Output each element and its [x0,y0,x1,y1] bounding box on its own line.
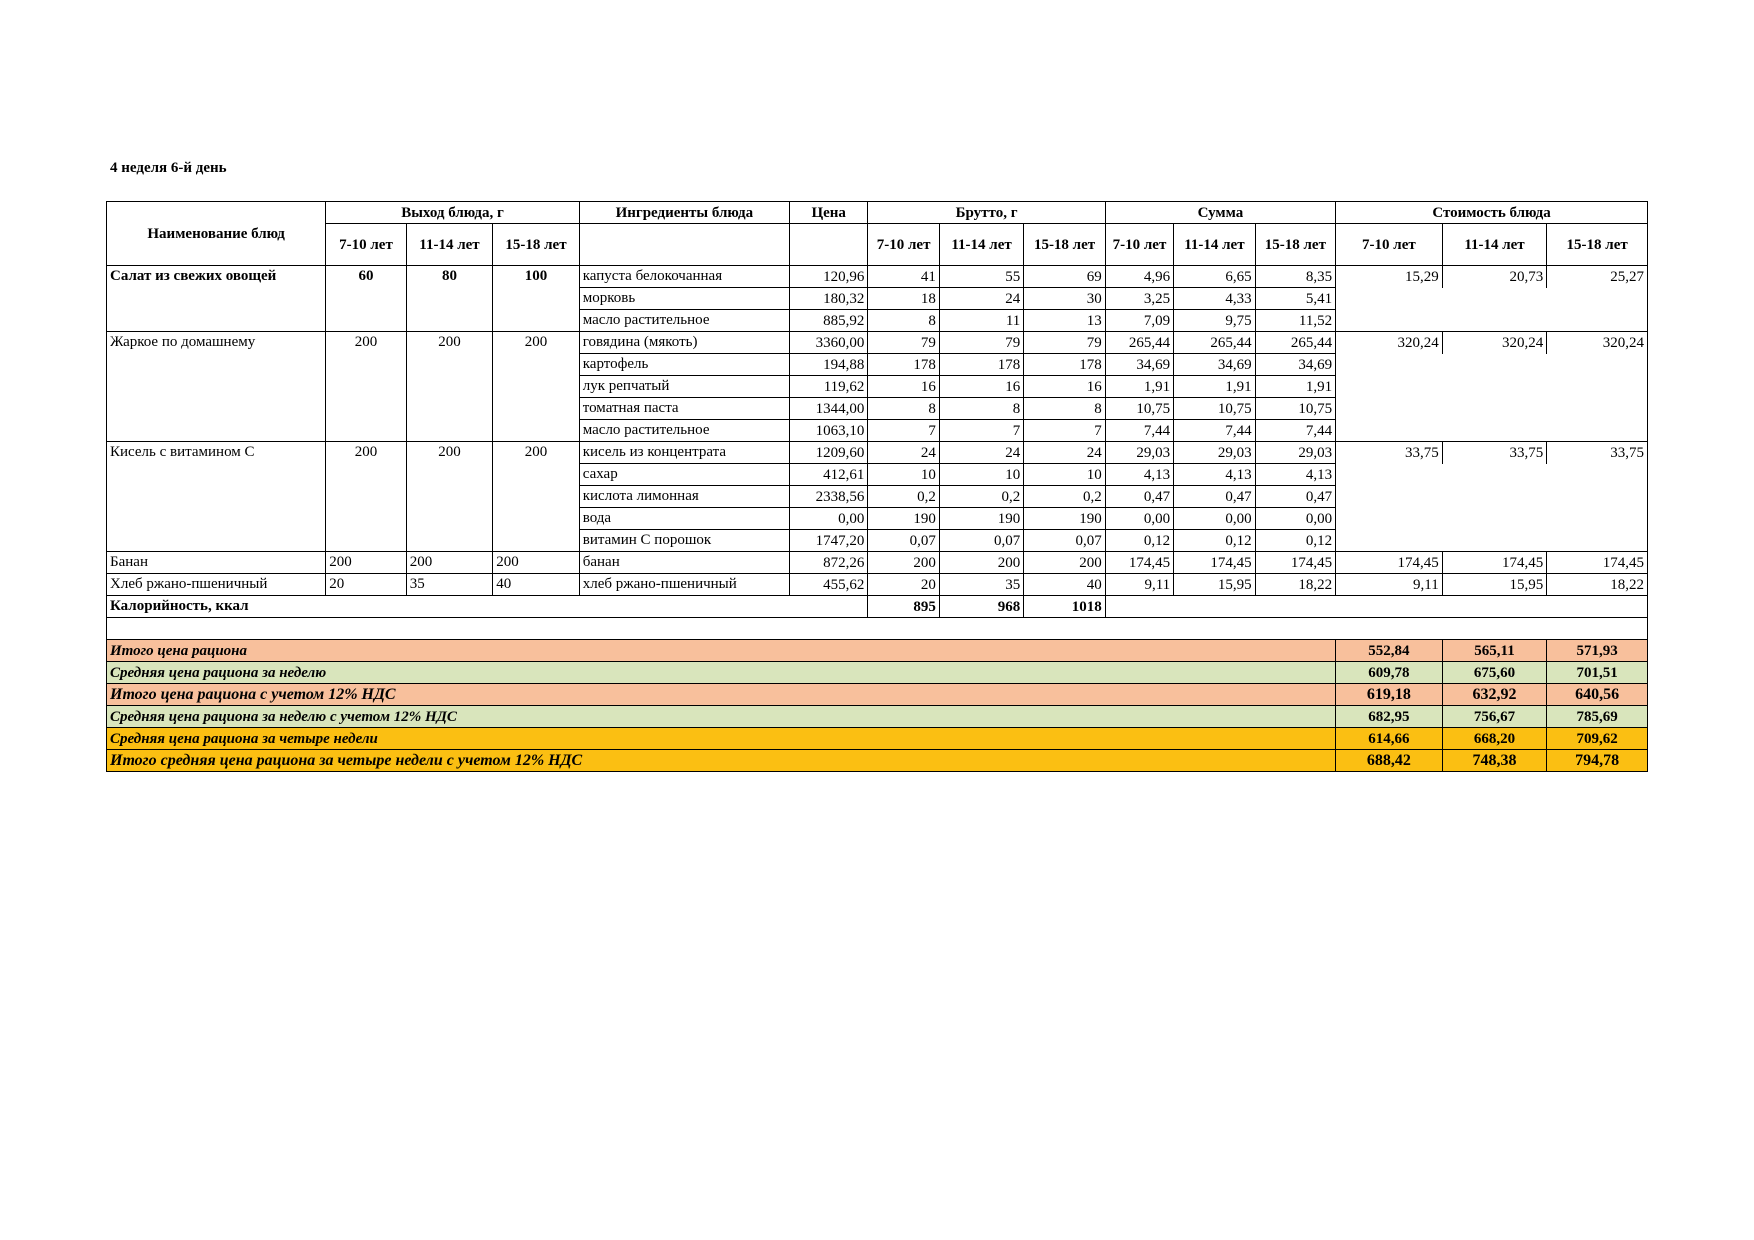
dish-name: Банан [107,552,326,574]
header-price: Цена [789,202,867,224]
ingredient-brutto: 190 [868,508,939,530]
menu-table [106,201,1648,772]
summary-row [107,640,1648,662]
ingredient-brutto: 10 [939,464,1023,486]
summary-value: 701,51 [1547,662,1648,684]
ingredient-brutto: 55 [939,266,1023,288]
ingredient-brutto: 200 [1024,552,1105,574]
empty-cost-cell [1336,310,1648,332]
header-sum-age: 7-10 лет [1105,224,1173,266]
ingredient-sum: 265,44 [1174,332,1255,354]
ingredient-name: хлеб ржано-пшеничный [579,574,789,596]
summary-label: Средняя цена рациона за неделю с учетом 12% НДС [107,706,1336,728]
ingredient-sum: 10,75 [1174,398,1255,420]
header-sum-age: 11-14 лет [1174,224,1255,266]
ingredient-sum: 1,91 [1255,376,1335,398]
dish-yield: 200 [493,552,580,574]
ingredient-sum: 29,03 [1255,442,1335,464]
dish-cost: 174,45 [1547,552,1648,574]
ingredient-sum: 0,12 [1105,530,1173,552]
summary-value: 609,78 [1336,662,1443,684]
dish-name: Хлеб ржано-пшеничный [107,574,326,596]
summary-value: 632,92 [1442,684,1547,706]
ingredient-sum: 7,44 [1174,420,1255,442]
dish-yield: 200 [406,442,493,552]
ingredient-sum: 9,75 [1174,310,1255,332]
ingredient-sum: 265,44 [1105,332,1173,354]
header-dish-name: Наименование блюд [107,202,326,266]
summary-value: 552,84 [1336,640,1443,662]
ingredient-name: кисель из концентрата [579,442,789,464]
summary-row [107,684,1648,706]
empty-cell [1105,596,1647,618]
dish-name: Салат из свежих овощей [107,266,326,332]
calories-value: 968 [939,596,1023,618]
ingredient-name: банан [579,552,789,574]
summary-value: 748,38 [1442,750,1547,772]
summary-value: 785,69 [1547,706,1648,728]
ingredient-brutto: 16 [939,376,1023,398]
ingredient-sum: 34,69 [1105,354,1173,376]
ingredient-sum: 7,44 [1255,420,1335,442]
ingredient-brutto: 40 [1024,574,1105,596]
summary-row [107,662,1648,684]
ingredient-price: 1209,60 [789,442,867,464]
ingredient-sum: 0,00 [1255,508,1335,530]
ingredient-brutto: 190 [1024,508,1105,530]
ingredient-sum: 0,12 [1255,530,1335,552]
dish-name: Кисель с витамином С [107,442,326,552]
ingredient-brutto: 79 [939,332,1023,354]
header-yield: Выход блюда, г [326,202,579,224]
ingredient-sum: 10,75 [1105,398,1173,420]
ingredient-brutto: 190 [939,508,1023,530]
summary-row [107,728,1648,750]
ingredient-name: сахар [579,464,789,486]
empty-cost-cell [1336,486,1648,508]
ingredient-price: 885,92 [789,310,867,332]
dish-cost: 320,24 [1336,332,1443,354]
summary-label: Средняя цена рациона за четыре недели [107,728,1336,750]
ingredient-brutto: 8 [1024,398,1105,420]
ingredient-sum: 174,45 [1255,552,1335,574]
ingredient-brutto: 24 [939,288,1023,310]
ingredient-brutto: 10 [868,464,939,486]
dish-cost: 25,27 [1547,266,1648,288]
dish-cost: 320,24 [1442,332,1547,354]
dish-yield: 200 [326,332,406,442]
dish-yield: 200 [326,552,406,574]
summary-label: Итого цена рациона [107,640,1336,662]
ingredient-name: томатная паста [579,398,789,420]
ingredient-name: вода [579,508,789,530]
empty-cost-cell [1336,354,1648,376]
ingredient-brutto: 24 [939,442,1023,464]
ingredient-sum: 3,25 [1105,288,1173,310]
header-yield-age: 15-18 лет [493,224,580,266]
ingredient-price: 194,88 [789,354,867,376]
dish-cost: 320,24 [1547,332,1648,354]
ingredient-brutto: 11 [939,310,1023,332]
ingredient-name: говядина (мякоть) [579,332,789,354]
ingredient-brutto: 178 [939,354,1023,376]
ingredient-sum: 6,65 [1174,266,1255,288]
ingredient-name: капуста белокочанная [579,266,789,288]
calories-label: Калорийность, ккал [107,596,868,618]
header-cost: Стоимость блюда [1336,202,1648,224]
dish-yield: 35 [406,574,493,596]
table-row [107,552,1648,574]
ingredient-brutto: 16 [868,376,939,398]
spacer-row [107,618,1648,640]
ingredient-price: 120,96 [789,266,867,288]
empty-cost-cell [1336,420,1648,442]
ingredient-brutto: 79 [1024,332,1105,354]
calories-value: 1018 [1024,596,1105,618]
ingredient-brutto: 24 [868,442,939,464]
ingredient-brutto: 0,07 [868,530,939,552]
ingredient-sum: 34,69 [1255,354,1335,376]
summary-value: 709,62 [1547,728,1648,750]
empty-cell [107,618,1648,640]
header-cost-age: 15-18 лет [1547,224,1648,266]
ingredient-price: 1747,20 [789,530,867,552]
summary-row [107,706,1648,728]
dish-yield: 200 [406,552,493,574]
ingredient-sum: 4,13 [1105,464,1173,486]
dish-yield: 40 [493,574,580,596]
ingredient-price: 119,62 [789,376,867,398]
ingredient-brutto: 24 [1024,442,1105,464]
dish-cost: 174,45 [1442,552,1547,574]
header-sum: Сумма [1105,202,1335,224]
ingredient-sum: 265,44 [1255,332,1335,354]
ingredient-sum: 18,22 [1255,574,1335,596]
table-row [107,574,1648,596]
dish-cost: 174,45 [1336,552,1443,574]
ingredient-sum: 0,00 [1105,508,1173,530]
ingredient-brutto: 8 [939,398,1023,420]
ingredient-brutto: 13 [1024,310,1105,332]
summary-value: 571,93 [1547,640,1648,662]
ingredient-name: масло растительное [579,310,789,332]
ingredient-name: кислота лимонная [579,486,789,508]
dish-yield: 200 [406,332,493,442]
ingredient-brutto: 10 [1024,464,1105,486]
ingredient-sum: 0,12 [1174,530,1255,552]
empty-cost-cell [1336,530,1648,552]
summary-label: Итого средняя цена рациона за четыре недели с учетом 12% НДС [107,750,1336,772]
ingredient-price: 455,62 [789,574,867,596]
calories-row [107,596,1648,618]
summary-value: 682,95 [1336,706,1443,728]
ingredient-sum: 10,75 [1255,398,1335,420]
header-yield-age: 11-14 лет [406,224,493,266]
summary-value: 668,20 [1442,728,1547,750]
ingredient-name: витамин С порошок [579,530,789,552]
ingredient-brutto: 200 [939,552,1023,574]
ingredient-sum: 0,47 [1174,486,1255,508]
ingredient-brutto: 0,07 [1024,530,1105,552]
ingredient-brutto: 0,2 [939,486,1023,508]
ingredient-brutto: 20 [868,574,939,596]
ingredient-sum: 1,91 [1105,376,1173,398]
dish-yield: 200 [493,442,580,552]
ingredient-price: 2338,56 [789,486,867,508]
dish-cost: 33,75 [1336,442,1443,464]
ingredient-sum: 9,11 [1105,574,1173,596]
ingredient-sum: 1,91 [1174,376,1255,398]
dish-name: Жаркое по домашнему [107,332,326,442]
ingredient-name: лук репчатый [579,376,789,398]
header-price-blank [789,224,867,266]
ingredient-sum: 0,00 [1174,508,1255,530]
calories-value: 895 [868,596,939,618]
ingredient-sum: 15,95 [1174,574,1255,596]
empty-cost-cell [1336,288,1648,310]
ingredient-brutto: 41 [868,266,939,288]
header-brutto-age: 11-14 лет [939,224,1023,266]
dish-yield: 100 [493,266,580,332]
dish-yield: 20 [326,574,406,596]
empty-cost-cell [1336,376,1648,398]
header-sum-age: 15-18 лет [1255,224,1335,266]
ingredient-brutto: 79 [868,332,939,354]
dish-yield: 80 [406,266,493,332]
header-cost-age: 11-14 лет [1442,224,1547,266]
ingredient-name: масло растительное [579,420,789,442]
header-ingredients: Ингредиенты блюда [579,202,789,224]
ingredient-brutto: 178 [1024,354,1105,376]
summary-value: 640,56 [1547,684,1648,706]
ingredient-sum: 0,47 [1255,486,1335,508]
dish-cost: 15,95 [1442,574,1547,596]
ingredient-brutto: 7 [868,420,939,442]
summary-value: 565,11 [1442,640,1547,662]
summary-label: Итого цена рациона с учетом 12% НДС [107,684,1336,706]
summary-value: 675,60 [1442,662,1547,684]
dish-cost: 9,11 [1336,574,1443,596]
ingredient-brutto: 0,2 [1024,486,1105,508]
summary-value: 614,66 [1336,728,1443,750]
header-brutto-age: 7-10 лет [868,224,939,266]
dish-yield: 200 [493,332,580,442]
empty-cost-cell [1336,398,1648,420]
empty-cost-cell [1336,464,1648,486]
dish-cost: 33,75 [1547,442,1648,464]
ingredient-brutto: 7 [939,420,1023,442]
table-row [107,442,1648,464]
header-ingredients-blank [579,224,789,266]
summary-value: 619,18 [1336,684,1443,706]
summary-value: 794,78 [1547,750,1648,772]
ingredient-price: 1063,10 [789,420,867,442]
summary-label: Средняя цена рациона за неделю [107,662,1336,684]
ingredient-brutto: 18 [868,288,939,310]
ingredient-brutto: 178 [868,354,939,376]
summary-value: 756,67 [1442,706,1547,728]
ingredient-sum: 34,69 [1174,354,1255,376]
ingredient-sum: 29,03 [1174,442,1255,464]
dish-cost: 20,73 [1442,266,1547,288]
dish-yield: 60 [326,266,406,332]
ingredient-brutto: 200 [868,552,939,574]
ingredient-sum: 29,03 [1105,442,1173,464]
summary-value: 688,42 [1336,750,1443,772]
ingredient-sum: 7,44 [1105,420,1173,442]
ingredient-sum: 4,96 [1105,266,1173,288]
ingredient-sum: 4,33 [1174,288,1255,310]
ingredient-price: 3360,00 [789,332,867,354]
header-brutto-age: 15-18 лет [1024,224,1105,266]
ingredient-brutto: 8 [868,310,939,332]
ingredient-name: картофель [579,354,789,376]
ingredient-name: морковь [579,288,789,310]
ingredient-brutto: 30 [1024,288,1105,310]
ingredient-price: 1344,00 [789,398,867,420]
empty-cost-cell [1336,508,1648,530]
ingredient-brutto: 16 [1024,376,1105,398]
table-row [107,332,1648,354]
table-row [107,266,1648,288]
ingredient-sum: 174,45 [1105,552,1173,574]
ingredient-brutto: 0,2 [868,486,939,508]
ingredient-sum: 0,47 [1105,486,1173,508]
ingredient-sum: 4,13 [1174,464,1255,486]
dish-cost: 33,75 [1442,442,1547,464]
header-brutto: Брутто, г [868,202,1105,224]
header-cost-age: 7-10 лет [1336,224,1443,266]
header-yield-age: 7-10 лет [326,224,406,266]
ingredient-price: 412,61 [789,464,867,486]
ingredient-sum: 11,52 [1255,310,1335,332]
summary-row [107,750,1648,772]
ingredient-brutto: 0,07 [939,530,1023,552]
ingredient-sum: 5,41 [1255,288,1335,310]
ingredient-sum: 4,13 [1255,464,1335,486]
menu-body [107,266,1648,772]
ingredient-price: 180,32 [789,288,867,310]
page-title: 4 неделя 6-й день [110,160,227,176]
ingredient-price: 872,26 [789,552,867,574]
ingredient-brutto: 7 [1024,420,1105,442]
ingredient-sum: 8,35 [1255,266,1335,288]
ingredient-sum: 7,09 [1105,310,1173,332]
ingredient-brutto: 8 [868,398,939,420]
ingredient-sum: 174,45 [1174,552,1255,574]
ingredient-price: 0,00 [789,508,867,530]
ingredient-brutto: 35 [939,574,1023,596]
ingredient-brutto: 69 [1024,266,1105,288]
dish-cost: 15,29 [1336,266,1443,288]
dish-yield: 200 [326,442,406,552]
dish-cost: 18,22 [1547,574,1648,596]
